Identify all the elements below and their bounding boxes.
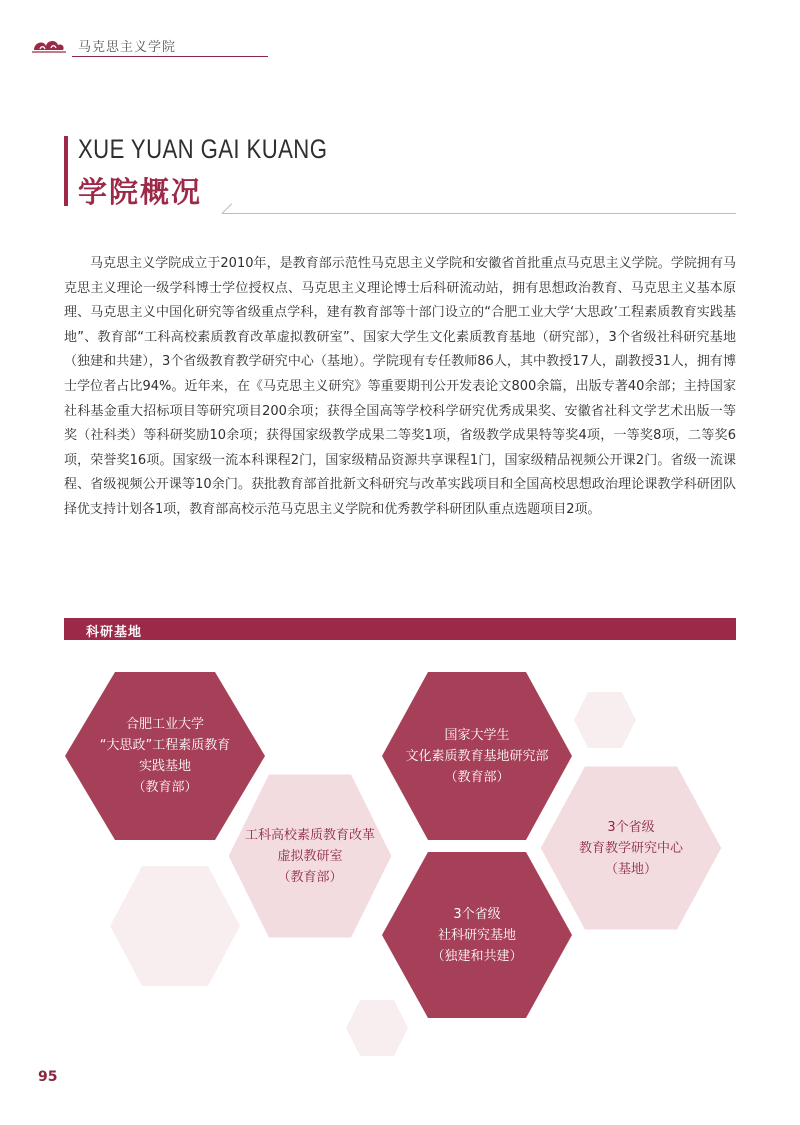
base-label: 合肥工业大学 “大思政”工程素质教育 实践基地 （教育部） (99, 717, 231, 795)
page-title: 学院概况 (78, 175, 203, 209)
base-label: 3个省级 社科研究基地 （独建和共建） (431, 906, 523, 964)
decor-hexagon (108, 864, 242, 988)
title-english: XUE YUAN GAI KUANG (78, 134, 328, 164)
decor-hexagon (572, 690, 638, 750)
section-header (64, 618, 736, 640)
page-number: 95 (38, 1069, 58, 1085)
section-title: 科研基地 (86, 625, 143, 640)
cloud-ornament-icon (32, 36, 66, 56)
header-rule (72, 56, 268, 57)
base-hexagon-light (536, 762, 726, 934)
page-header (28, 34, 243, 58)
institution-name: 马克思主义学院 (78, 40, 177, 55)
base-label: 国家大学生 文化素质教育基地研究部 （教育部） (405, 727, 549, 785)
title-rule (222, 213, 736, 214)
title-accent-bar (64, 136, 68, 206)
base-label: 工科高校素质教育改革 虚拟教研室 （教育部） (244, 827, 375, 885)
intro-paragraph: 马克思主义学院成立于2010年，是教育部示范性马克思主义学院和安徽省首批重点马克思主义学院。学院拥有马克思主义理论一级学科博士学位授权点、马克思主义理论博士后科研流动站，拥有思想政治教育、马克思主义基本原理、马克思主义中国化研究等省级重点学科，建有教育部等十部门设立的“合肥工业大学‘大思政’工程素质教育实践基地”、教育部“工科高校素质教育改革虚拟教研室”、国家大学生文化素质教育基地（研究部），3个省级社科研究基地（独建和共建），3个省级教育教学研究中心（基地）。学院现有专任教师86人，其中教授17人，副教授31人，拥有博士学位者占比94%。近年来，在《马克思主义研究》等重要期刊公开发表论文800余篇，出版专著40余部；主持国家社科基金重大招标项目等研究项目200余项；获得全国高等学校科学研究优秀成果奖、安徽省社科文学艺术出版一等奖（社科类）等科研奖励10余项；获得国家级教学成果二等奖1项，省级教学成果特等奖4项，一等奖8项，二等奖6项，荣誉奖16项。国家级一流本科课程2门，国家级精品资源共享课程1门，国家级精品视频公开课2门。省级一流课程、省级视频公开课等10余门。获批教育部首批新文科研究与改革实践项目和全国高校思想政治理论课教学科研团队择优支持计划各1项，教育部高校示范马克思主义学院和优秀教学科研团队重点选题项目2项。 (64, 256, 736, 517)
base-hexagon-light (224, 770, 396, 942)
base-label: 3个省级 教育教学研究中心 （基地） (578, 819, 683, 877)
